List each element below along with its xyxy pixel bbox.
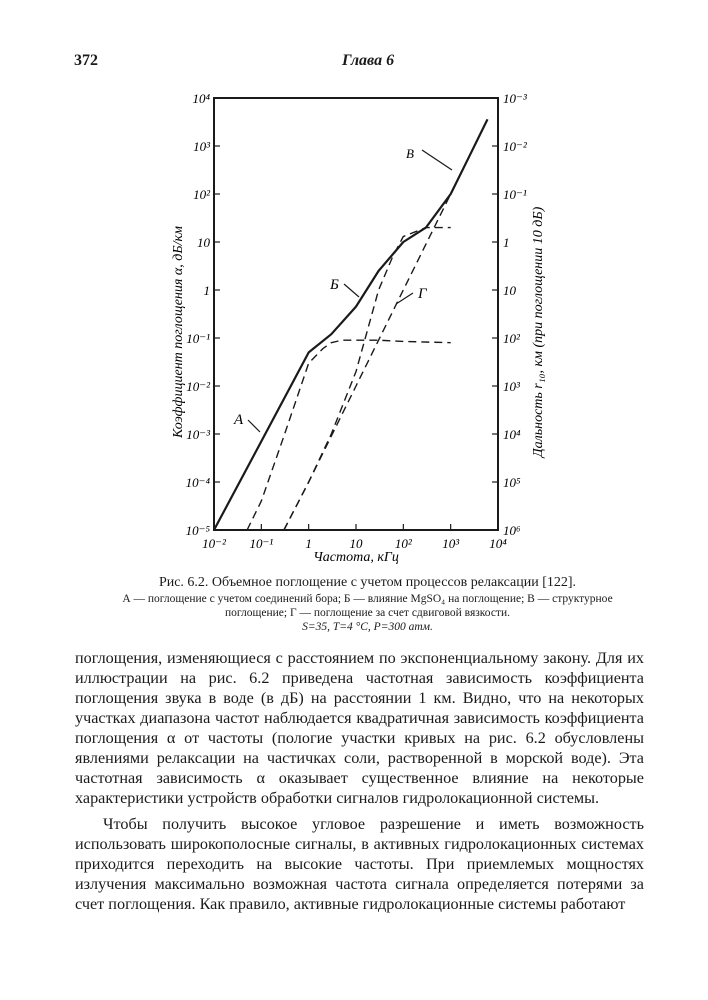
page-header: [74, 52, 644, 76]
paragraph: Чтобы получить высокое угловое разрешение и иметь возможность использовать широкополосные сигналы, в активных гидролокационных системах приходится переходить на высокие частоты. При приемлемых мощностях излучения максимально возможная частота сигнала определяется потерями за счет поглощения. Как правило, активные гидролокационные системы работают: [75, 815, 644, 913]
y-tick-label: 10⁴: [192, 91, 210, 106]
y-tick-label: 10⁻²: [186, 379, 210, 394]
y-tick-label: 10⁻³: [186, 427, 210, 442]
x-tick-label: 10²: [394, 536, 412, 551]
y-axis-label: Коэффициент поглощения α, дБ/км: [171, 226, 186, 438]
y2-tick-label: 10⁻²: [503, 139, 527, 154]
y2-tick-label: 10⁻¹: [503, 187, 527, 202]
x-tick-label: 10³: [442, 536, 460, 551]
x-tick-label: 10⁻¹: [249, 536, 274, 551]
x-tick-label: 10⁴: [489, 536, 507, 551]
x-axis-label: Частота, кГц: [313, 550, 399, 565]
plot-frame: [214, 98, 498, 530]
x-tick-label: 1: [305, 536, 312, 551]
y-tick-label: 10⁻¹: [186, 331, 210, 346]
curve-pointer-b: [344, 284, 359, 297]
y2-tick-label: 10: [503, 283, 516, 298]
y-tick-label: 10²: [193, 187, 210, 202]
figure-6-2: [160, 82, 560, 572]
y-tick-label: 10: [197, 235, 210, 250]
y-tick-label: 1: [203, 283, 210, 298]
page-number: 372: [74, 52, 98, 69]
chapter-title: Глава 6: [342, 52, 395, 69]
curve-pointer-g: [396, 293, 413, 304]
body-text: [75, 648, 644, 914]
y2-axis-label: Дальность r₁₀, км (при поглощении 10 дБ): [531, 206, 546, 458]
curve-pointer-v: [422, 150, 452, 170]
y-tick-label: 10⁻⁵: [185, 523, 210, 538]
caption-params: S=35, T=4 °C, P=300 атм.: [302, 621, 433, 633]
y2-tick-label: 10⁵: [503, 475, 521, 490]
figure-caption: [95, 576, 640, 634]
series-Г-line: [284, 228, 451, 530]
curve-label-b: Б: [330, 277, 339, 293]
y2-tick-label: 10²: [503, 331, 520, 346]
curve-label-g: Г: [418, 286, 427, 302]
absorption-chart: [160, 82, 560, 572]
y-tick-label: 10³: [193, 139, 210, 154]
paragraph: поглощения, изменяющиеся с расстоянием по экспоненциальному закону. Для их иллюстрации на рис. 6.2 приведена частотная зависимость коэффициента поглощения звука в воде (в дБ) на расстоянии 1 км. Видно, что на некоторых участках диапазона частот наблюдается квадратичная зависимость коэффициента поглощения α от частоты (пологие участки кривых на рис. 6.2 обусловлены явлениями релаксации на частичках соли, растворенной в морской воде). Эта частотная зависимость α оказывает существенное влияние на некоторые характеристики устройств обработки сигналов гидролокационной системы.: [75, 649, 644, 807]
y2-tick-label: 10⁻³: [503, 91, 527, 106]
x-tick-label: 10: [349, 536, 363, 551]
series-Б-line: [247, 340, 451, 530]
series-А-line: [214, 119, 488, 530]
caption-title: Рис. 6.2. Объемное поглощение с учетом процессов релаксации [122].: [158, 575, 577, 590]
x-tick-label: 10⁻²: [202, 536, 226, 551]
y-tick-label: 10⁻⁴: [185, 475, 210, 490]
curve-label-v: В: [406, 146, 414, 161]
y2-tick-label: 10³: [503, 379, 520, 394]
y2-tick-label: 1: [503, 235, 510, 250]
y2-tick-label: 10⁴: [503, 427, 521, 442]
caption-legend: А — поглощение с учетом соединений бора; Б — влияние MgSO₄ на поглощение; В — структурное поглощение; Г — поглощение за счет сдвиговой вязкости.: [122, 593, 613, 619]
y2-tick-label: 10⁶: [503, 523, 521, 538]
curve-label-a: А: [234, 412, 244, 428]
curve-pointer-a: [248, 420, 260, 432]
